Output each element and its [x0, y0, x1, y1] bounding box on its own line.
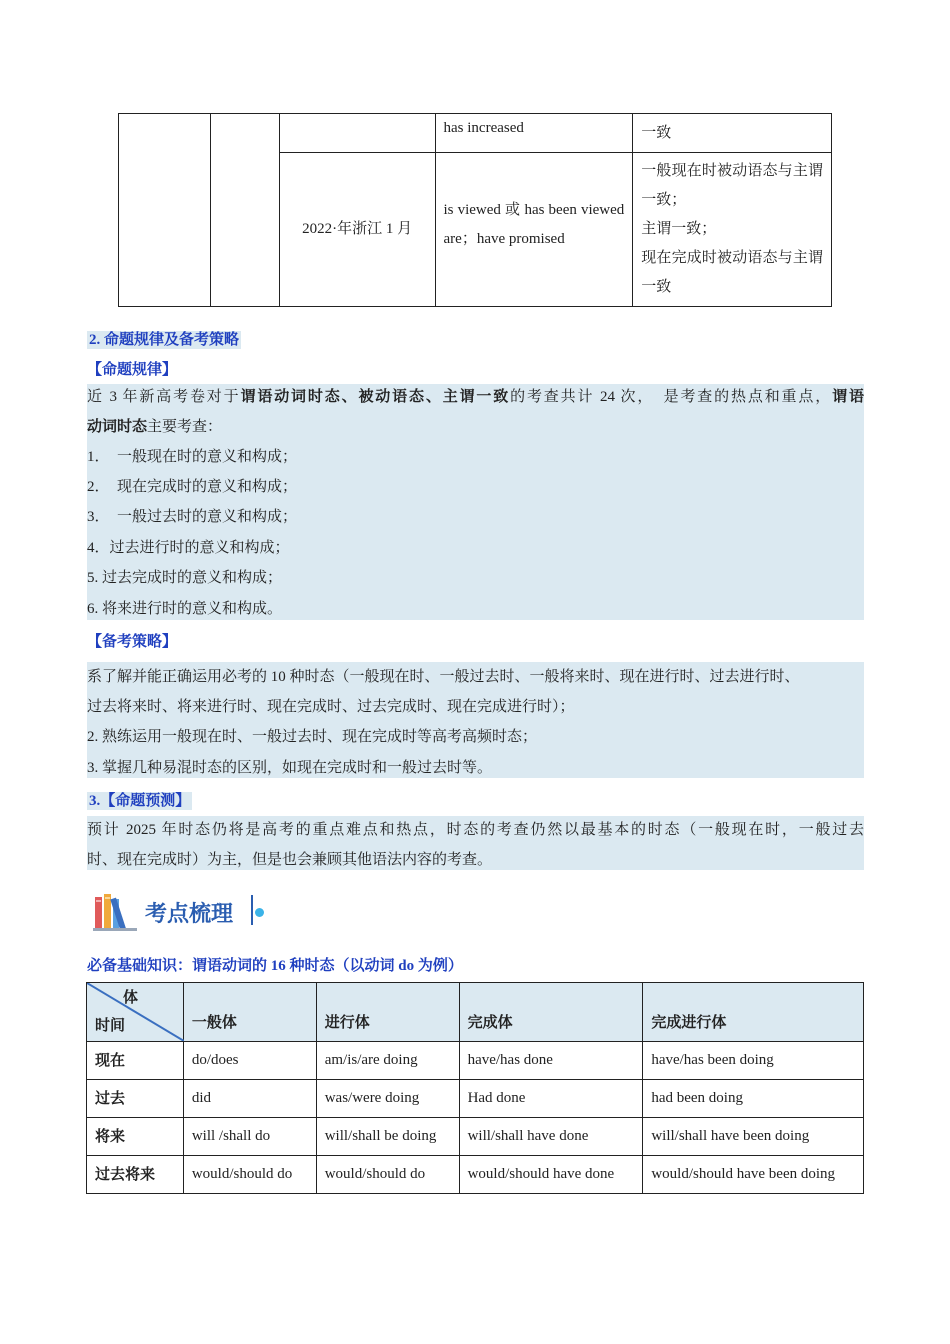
empty-cell: [279, 114, 435, 153]
section-heading: 2. 命题规律及备考策略: [89, 332, 240, 348]
row-header: 将来: [87, 1118, 184, 1156]
list-item: 4．过去进行时的意义和构成；: [87, 540, 290, 556]
table-cell: did: [183, 1080, 316, 1118]
column-header: 完成体: [459, 983, 643, 1042]
table-cell: would/should do: [183, 1156, 316, 1194]
table-row: [87, 1080, 864, 1118]
table-cell: do/does: [183, 1042, 316, 1080]
banner-title: 考点梳理: [145, 902, 234, 927]
answer-cell: [435, 153, 633, 307]
corner-cell: [87, 983, 184, 1042]
banner-divider: [251, 895, 253, 925]
table-cell: am/is/are doing: [316, 1042, 459, 1080]
table-row: [87, 1042, 864, 1080]
row-header: 现在: [87, 1042, 184, 1080]
list-item: 1． 一般现在时的意义和构成；: [87, 449, 298, 465]
table-cell: will/shall be doing: [316, 1118, 459, 1156]
corner-time-label: 时间: [95, 1016, 126, 1034]
strategy-line: 过去将来时、将来进行时、现在完成时、过去完成时、现在完成进行时）；: [87, 699, 575, 715]
list-item: 2． 现在完成时的意义和构成；: [87, 479, 298, 495]
intro-line-2: 动词时态主要考查：: [87, 419, 223, 435]
rule-cell: 一致: [633, 114, 832, 153]
answer-cell: has increased: [435, 114, 633, 153]
top-exam-table: [118, 113, 832, 307]
table-row: [87, 1118, 864, 1156]
column-header: 一般体: [183, 983, 316, 1042]
forecast-heading: 3.【命题预测】: [89, 793, 191, 809]
table-cell: Had done: [459, 1080, 643, 1118]
tense-title: 必备基础知识：谓语动词的 16 种时态（以动词 do 为例）: [87, 958, 463, 974]
list-item: 3． 一般过去时的意义和构成；: [87, 509, 298, 525]
answer-line: is viewed 或 has been viewed: [443, 201, 625, 218]
table-cell: will/shall have done: [459, 1118, 643, 1156]
tense-table: [86, 982, 864, 1194]
table-row: [119, 114, 832, 153]
table-cell: have/has been doing: [643, 1042, 864, 1080]
corner-aspect-label: 体: [123, 988, 139, 1006]
strategy-line: 3. 掌握几种易混时态的区别，如现在完成时和一般过去时等。: [87, 760, 493, 776]
rule-line: 现在完成时被动语态与主谓一致: [641, 250, 823, 295]
table-cell: have/has done: [459, 1042, 643, 1080]
column-header: 完成进行体: [643, 983, 864, 1042]
intro-line-1: 近 3 年新高考卷对于谓语动词时态、被动语态、主谓一致的考查共计 24 次， 是考查的热点和重点，谓语: [87, 389, 864, 405]
table-row: [87, 1156, 864, 1194]
answer-line: are；have promised: [443, 230, 565, 247]
banner-dot: [255, 908, 264, 917]
list-item: 6. 将来进行时的意义和构成。: [87, 601, 283, 617]
table-header-row: [87, 983, 864, 1042]
row-header: 过去: [87, 1080, 184, 1118]
table-cell: would/should have done: [459, 1156, 643, 1194]
forecast-line: 预计 2025 年时态仍将是高考的重点难点和热点，时态的考查仍然以最基本的时态（一般现在时，一般过去: [87, 822, 864, 838]
table-cell: will /shall do: [183, 1118, 316, 1156]
row-header: 过去将来: [87, 1156, 184, 1194]
forecast-line: 时、现在完成时）为主，但是也会兼顾其他语法内容的考查。: [87, 852, 493, 868]
table-cell: was/were doing: [316, 1080, 459, 1118]
rule-heading: 【命题规律】: [87, 362, 178, 378]
rule-line: 一般现在时被动语态与主谓一致；: [641, 163, 823, 208]
year-cell: 2022·年浙江 1 月: [279, 153, 435, 307]
rule-cell: [633, 153, 832, 307]
table-cell: will/shall have been doing: [643, 1118, 864, 1156]
books-icon: [93, 891, 137, 931]
strategy-heading: 【备考策略】: [87, 634, 178, 650]
column-header: 进行体: [316, 983, 459, 1042]
strategy-line: 系了解并能正确运用必考的 10 种时态（一般现在时、一般过去时、一般将来时、现在进行时、过去进行时、: [87, 669, 800, 685]
empty-cell: [119, 114, 211, 307]
table-cell: would/should have been doing: [643, 1156, 864, 1194]
rule-line: 主谓一致；: [641, 221, 717, 237]
strategy-line: 2. 熟练运用一般现在时、一般过去时、现在完成时等高考高频时态；: [87, 729, 538, 745]
empty-cell: [210, 114, 279, 307]
table-cell: had been doing: [643, 1080, 864, 1118]
table-cell: would/should do: [316, 1156, 459, 1194]
list-item: 5. 过去完成时的意义和构成；: [87, 570, 283, 586]
